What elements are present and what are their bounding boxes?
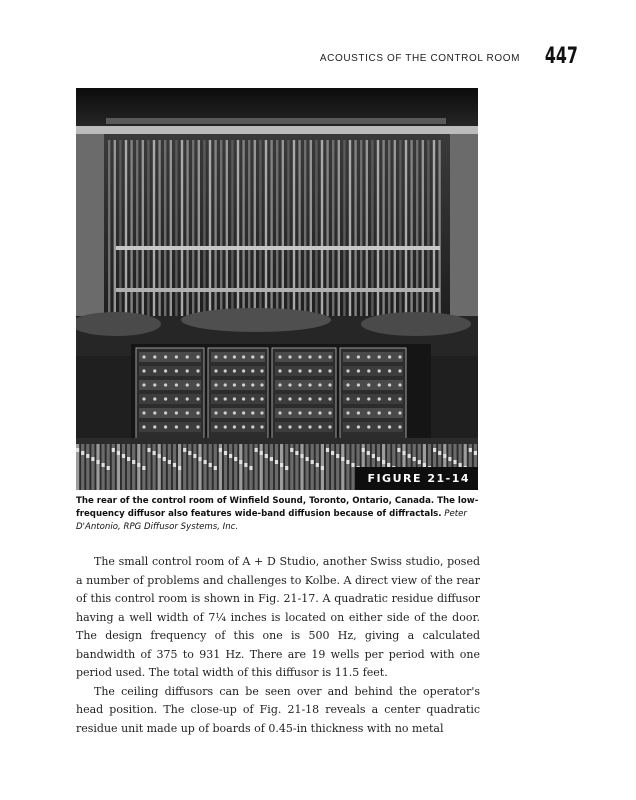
running-title: ACOUSTICS OF THE CONTROL ROOM bbox=[319, 53, 521, 64]
running-head bbox=[76, 38, 578, 68]
paragraph: The small control room of A + D Studio, another Swiss studio, posed a number of problems and challenges to Kolbe. A direct view of the rear of this control room is shown in Fig. 21-17. A quadratic residue diffusor having a well width of 7¼ inches is located on either side of the door. The design frequency of this one is 500 Hz, giving a calculated bandwidth of 375 to 931 Hz. There are 19 wells per period with one period used. The total width of this diffusor is 11.5 feet. bbox=[76, 555, 480, 679]
body-text bbox=[76, 553, 480, 738]
control-room-photo bbox=[76, 88, 478, 490]
figure-label: FIGURE 21-14 bbox=[355, 467, 478, 490]
figure-photo bbox=[76, 88, 478, 490]
paragraph: The ceiling diffusors can be seen over and behind the operator's head position. The close-up of Fig. 21-18 reveals a center quadratic residue unit made up of boards of 0.45-in thickness with no metal bbox=[76, 684, 480, 735]
figure-caption bbox=[76, 495, 480, 535]
caption-main: The rear of the control room of Winfield Sound, Toronto, Ontario, Canada. The low-frequency diffusor also features wide-band diffusion because of diffractals. bbox=[76, 496, 479, 520]
page-number: 447 bbox=[544, 44, 578, 69]
caption-credit: Peter D'Antonio, RPG Diffusor Systems, Inc. bbox=[76, 509, 467, 533]
